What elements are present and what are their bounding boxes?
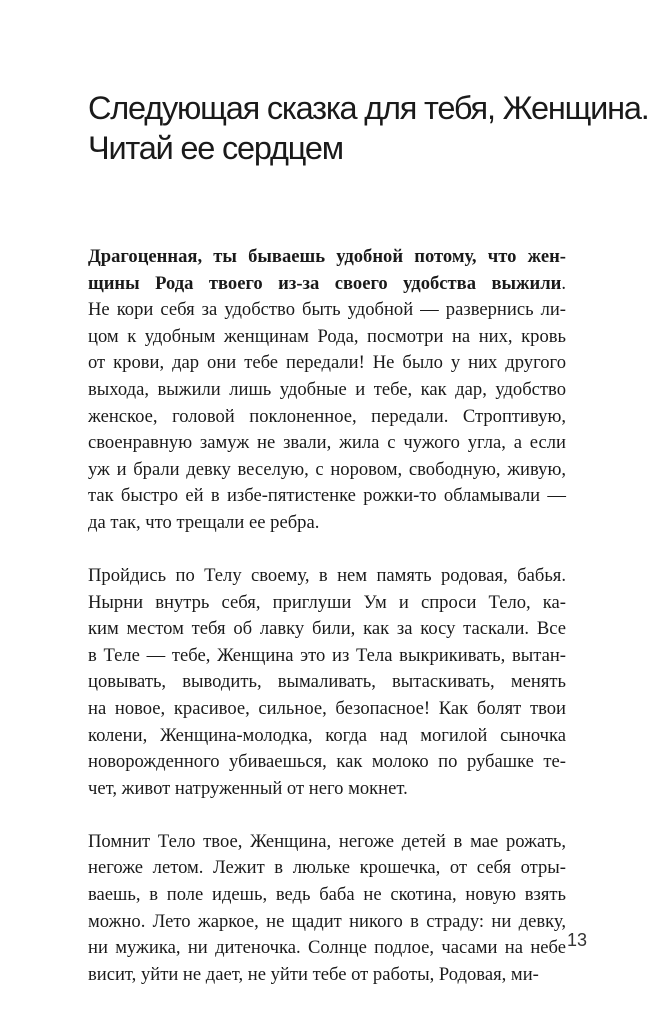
- regular-text: колени, Женщина-молодка, когда над могилой сыночка: [88, 724, 566, 746]
- text-line: [88, 696, 566, 723]
- text-line: [88, 643, 566, 670]
- text-line: [88, 297, 566, 324]
- regular-text: цом к удобным женщинам Рода, посмотри на них, кровь: [88, 325, 566, 347]
- text-line: [88, 776, 566, 803]
- text-line: [88, 590, 566, 617]
- text-line: [88, 244, 566, 271]
- heading-line: Следующая сказка для тебя, Женщина.: [88, 90, 649, 126]
- regular-text: Пройдись по Телу своему, в нем память родовая, бабья.: [88, 565, 566, 587]
- text-line: [88, 457, 566, 484]
- chapter-heading: [88, 88, 649, 168]
- paragraph: [88, 829, 566, 989]
- body-text: [88, 244, 566, 1015]
- page-number: 13: [566, 930, 587, 950]
- text-line: [88, 324, 566, 351]
- text-line: [88, 962, 566, 989]
- text-line: [88, 271, 566, 298]
- text-line: [88, 829, 566, 856]
- regular-text: .: [561, 272, 566, 294]
- text-line: [88, 404, 566, 431]
- regular-text: ни мужика, ни дитеночка. Солнце подлое, часами на небе: [88, 937, 566, 959]
- paragraph: [88, 244, 566, 537]
- text-line: [88, 749, 566, 776]
- regular-text: чет, живот натруженный от него мокнет.: [88, 777, 408, 799]
- regular-text: на новое, красивое, сильное, безопасное! Как болят твои: [88, 698, 566, 719]
- text-line: [88, 882, 566, 909]
- regular-text: от крови, дар они тебе передали! Не было у них другого: [88, 352, 566, 374]
- text-line: [88, 430, 566, 457]
- text-line: [88, 909, 566, 936]
- text-line: [88, 855, 566, 882]
- text-line: [88, 935, 566, 962]
- regular-text: выхода, выжили лишь удобные и тебе, как дар, удобство: [88, 378, 566, 400]
- regular-text: женское, головой поклоненное, передали. Строптивую,: [88, 405, 566, 427]
- bold-text: щины Рода твоего из-за своего удобства выжили: [88, 272, 562, 294]
- text-line: [88, 616, 566, 643]
- text-line: [88, 723, 566, 750]
- regular-text: можно. Лето жаркое, не щадит никого в страду: ни девку,: [88, 910, 566, 932]
- regular-text: Нырни внутрь себя, приглуши Ум и спроси Тело, ка-: [88, 591, 566, 613]
- regular-text: так быстро ей в избе-пятистенке рожки-то обламывали —: [88, 485, 566, 507]
- regular-text: висит, уйти не дает, не уйти тебе от работы, Родовая, ми-: [88, 963, 539, 985]
- text-line: [88, 563, 566, 590]
- regular-text: Не кори себя за удобство быть удобной — развернись ли-: [88, 299, 566, 321]
- text-line: [88, 377, 566, 404]
- regular-text: ким местом тебя об лавку били, как за косу таскали. Все: [88, 618, 566, 640]
- regular-text: да так, что трещали ее ребра.: [88, 511, 320, 533]
- text-line: [88, 483, 566, 510]
- regular-text: в Теле — тебе, Женщина это из Тела выкрикивать, вытан-: [88, 644, 566, 666]
- regular-text: цовывать, выводить, вымаливать, вытаскивать, менять: [88, 671, 566, 693]
- regular-text: ваешь, в поле идешь, ведь баба не скотина, новую взять: [88, 884, 566, 906]
- regular-text: негоже летом. Лежит в люльке крошечка, от себя отры-: [88, 857, 566, 879]
- regular-text: уж и брали девку веселую, с норовом, свободную, живую,: [88, 458, 566, 480]
- heading-line: Читай ее сердцем: [88, 130, 343, 166]
- text-line: [88, 669, 566, 696]
- bold-text: Драгоценная, ты бываешь удобной потому, что жен-: [88, 246, 566, 267]
- regular-text: Помнит Тело твое, Женщина, негоже детей в мае рожать,: [88, 830, 566, 852]
- text-line: [88, 510, 566, 537]
- regular-text: новорожденного убиваешься, как молоко по рубашке те-: [88, 751, 566, 773]
- paragraph: [88, 563, 566, 802]
- regular-text: своенравную замуж не звали, жила с чужого угла, а если: [88, 432, 566, 454]
- text-line: [88, 350, 566, 377]
